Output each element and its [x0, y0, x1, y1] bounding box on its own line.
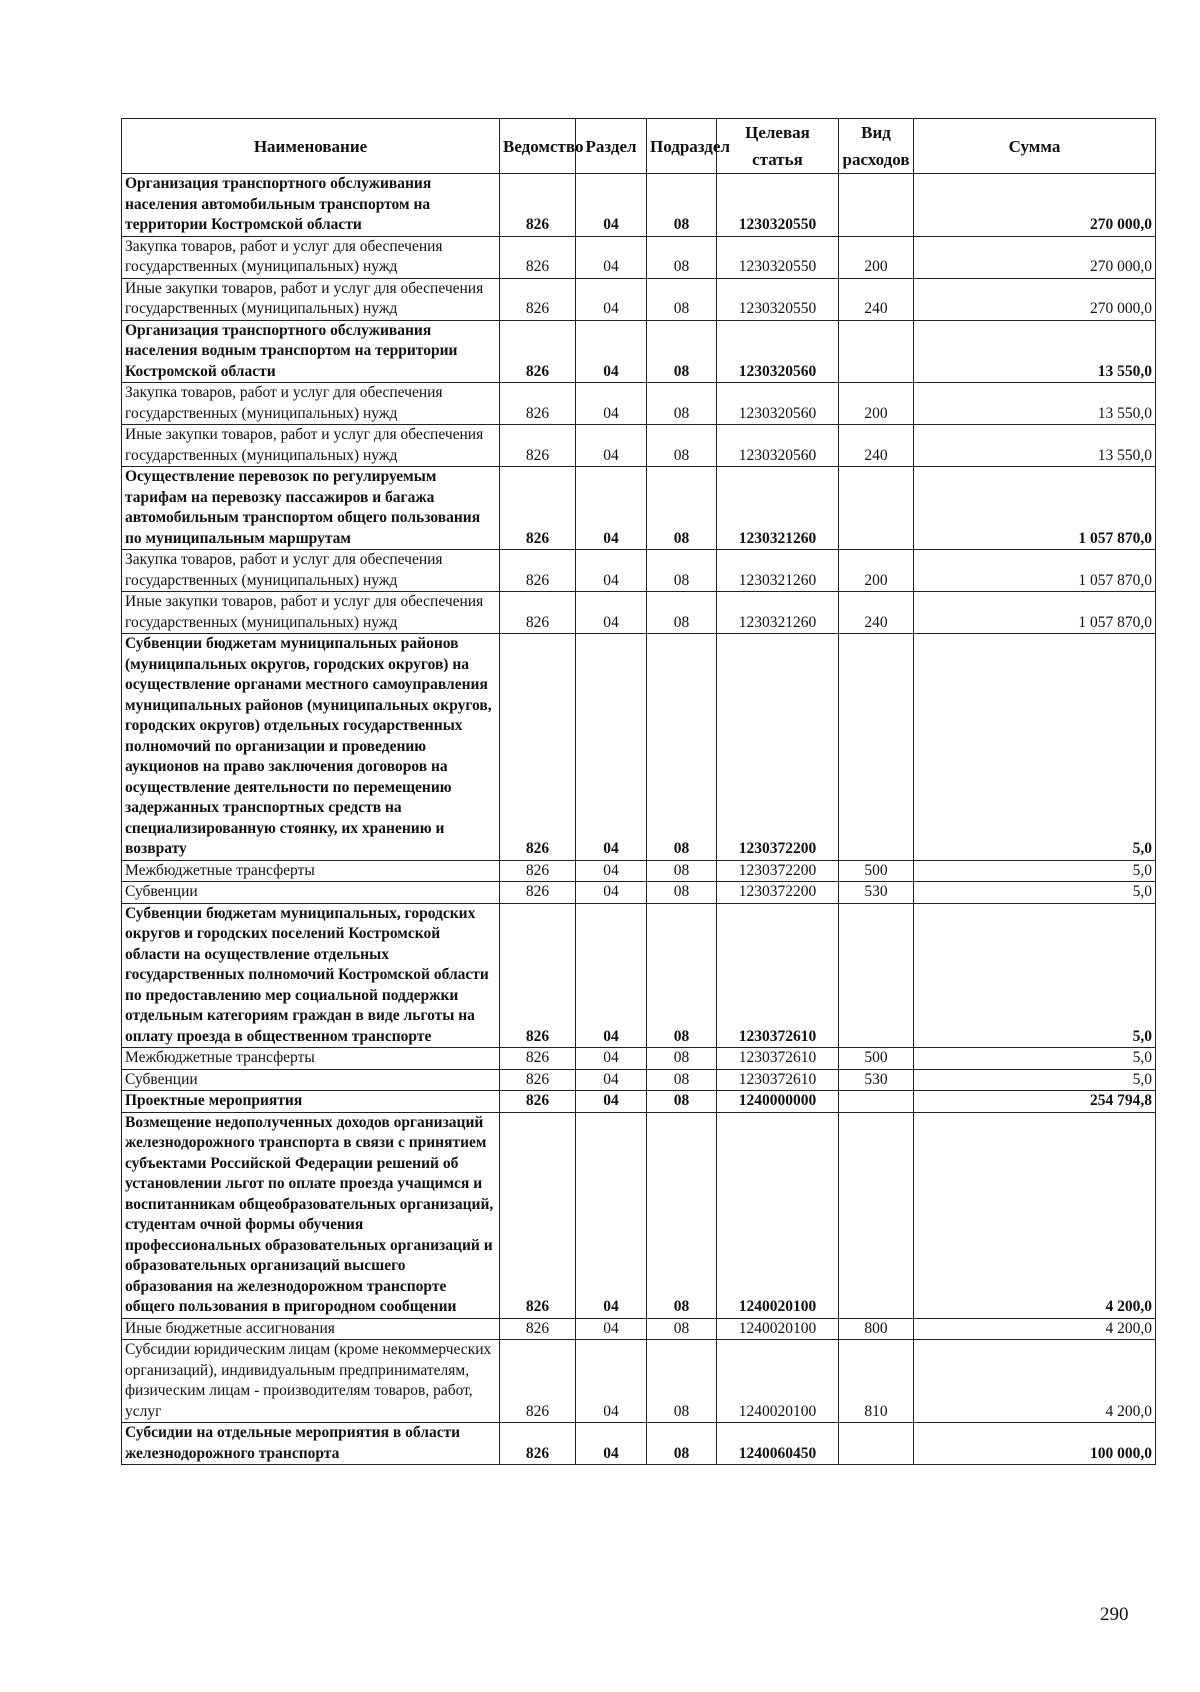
table-row [122, 1340, 1156, 1423]
cell-type: 500 [839, 860, 914, 882]
cell-name: Субвенции бюджетам муниципальных, городских округов и городских поселений Костромской области на осуществление отдельных государственных полномочий Костромской области по предоставлению мер социальной поддержки отдельным категориям граждан в виде льготы на оплату проезда в общественном транспорте [122, 903, 500, 1048]
cell-dept: 826 [500, 592, 576, 634]
cell-target: 1230320560 [717, 425, 839, 467]
cell-section: 04 [576, 882, 647, 904]
cell-subsection: 08 [647, 903, 717, 1048]
cell-target: 1240020100 [717, 1112, 839, 1318]
cell-subsection: 08 [647, 882, 717, 904]
cell-dept: 826 [500, 903, 576, 1048]
cell-target: 1240000000 [717, 1091, 839, 1113]
cell-target: 1230372200 [717, 882, 839, 904]
table-row [122, 1318, 1156, 1340]
cell-section: 04 [576, 1318, 647, 1340]
cell-section: 04 [576, 467, 647, 550]
cell-dept: 826 [500, 383, 576, 425]
cell-type [839, 903, 914, 1048]
cell-type [839, 467, 914, 550]
cell-target: 1230372610 [717, 903, 839, 1048]
cell-sum: 254 794,8 [914, 1091, 1156, 1113]
table-row [122, 1048, 1156, 1070]
cell-type: 240 [839, 592, 914, 634]
cell-type [839, 1112, 914, 1318]
table-row [122, 592, 1156, 634]
cell-section: 04 [576, 278, 647, 320]
cell-type: 200 [839, 550, 914, 592]
cell-name: Субсидии на отдельные мероприятия в области железнодорожного транспорта [122, 1423, 500, 1465]
cell-dept: 826 [500, 174, 576, 237]
cell-type [839, 174, 914, 237]
cell-section: 04 [576, 1048, 647, 1070]
cell-name: Проектные мероприятия [122, 1091, 500, 1113]
cell-dept: 826 [500, 860, 576, 882]
cell-subsection: 08 [647, 1069, 717, 1091]
table-row [122, 882, 1156, 904]
cell-target: 1230321260 [717, 550, 839, 592]
header-row [122, 119, 1156, 174]
cell-dept: 826 [500, 1091, 576, 1113]
cell-dept: 826 [500, 1048, 576, 1070]
cell-target: 1230320550 [717, 236, 839, 278]
cell-section: 04 [576, 320, 647, 383]
cell-subsection: 08 [647, 320, 717, 383]
cell-sum: 13 550,0 [914, 383, 1156, 425]
cell-name: Субвенции бюджетам муниципальных районов (муниципальных округов, городских округов) на осуществление органами местного самоуправления муниципальных районов (муниципальных округов, городских округов) отдельных государственных полномочий по организации и проведению аукционов на право заключения договоров на осуществление деятельности по перемещению задержанных транспортных средств на специализированную стоянку, их хранению и возврату [122, 634, 500, 861]
cell-section: 04 [576, 1069, 647, 1091]
table-row [122, 1112, 1156, 1318]
table-row [122, 903, 1156, 1048]
table-row [122, 174, 1156, 237]
cell-section: 04 [576, 634, 647, 861]
cell-sum: 100 000,0 [914, 1423, 1156, 1465]
cell-name: Закупка товаров, работ и услуг для обеспечения государственных (муниципальных) нужд [122, 236, 500, 278]
cell-type [839, 320, 914, 383]
cell-name: Закупка товаров, работ и услуг для обеспечения государственных (муниципальных) нужд [122, 550, 500, 592]
cell-subsection: 08 [647, 236, 717, 278]
cell-dept: 826 [500, 1423, 576, 1465]
cell-section: 04 [576, 1423, 647, 1465]
table-row [122, 860, 1156, 882]
header-sum: Сумма [914, 119, 1156, 174]
cell-subsection: 08 [647, 425, 717, 467]
cell-subsection: 08 [647, 1048, 717, 1070]
header-name: Наименование [122, 119, 500, 174]
cell-target: 1230321260 [717, 467, 839, 550]
cell-target: 1230320550 [717, 174, 839, 237]
cell-subsection: 08 [647, 383, 717, 425]
cell-type [839, 634, 914, 861]
cell-target: 1230372200 [717, 634, 839, 861]
cell-dept: 826 [500, 236, 576, 278]
cell-dept: 826 [500, 634, 576, 861]
cell-sum: 13 550,0 [914, 320, 1156, 383]
table-row [122, 1069, 1156, 1091]
cell-name: Иные закупки товаров, работ и услуг для обеспечения государственных (муниципальных) нужд [122, 278, 500, 320]
cell-section: 04 [576, 425, 647, 467]
cell-type: 810 [839, 1340, 914, 1423]
cell-name: Осуществление перевозок по регулируемым тарифам на перевозку пассажиров и багажа автомобильным транспортом общего пользования по муниципальным маршрутам [122, 467, 500, 550]
cell-subsection: 08 [647, 467, 717, 550]
cell-dept: 826 [500, 278, 576, 320]
cell-section: 04 [576, 1112, 647, 1318]
table-row [122, 278, 1156, 320]
cell-name: Иные закупки товаров, работ и услуг для обеспечения государственных (муниципальных) нужд [122, 592, 500, 634]
cell-name: Межбюджетные трансферты [122, 860, 500, 882]
cell-sum: 1 057 870,0 [914, 467, 1156, 550]
cell-subsection: 08 [647, 592, 717, 634]
cell-dept: 826 [500, 320, 576, 383]
table-row [122, 236, 1156, 278]
cell-subsection: 08 [647, 1340, 717, 1423]
table-row [122, 550, 1156, 592]
cell-target: 1240060450 [717, 1423, 839, 1465]
cell-target: 1230372200 [717, 860, 839, 882]
cell-type: 500 [839, 1048, 914, 1070]
header-dept: Ведомство [500, 119, 576, 174]
table-row [122, 1423, 1156, 1465]
cell-name: Закупка товаров, работ и услуг для обеспечения государственных (муниципальных) нужд [122, 383, 500, 425]
cell-sum: 5,0 [914, 1069, 1156, 1091]
cell-dept: 826 [500, 550, 576, 592]
cell-target: 1240020100 [717, 1340, 839, 1423]
header-target: Целевая статья [717, 119, 839, 174]
cell-type: 200 [839, 383, 914, 425]
table-row [122, 467, 1156, 550]
cell-type: 800 [839, 1318, 914, 1340]
table-row [122, 634, 1156, 861]
cell-name: Организация транспортного обслуживания населения автомобильным транспортом на территории Костромской области [122, 174, 500, 237]
cell-name: Иные закупки товаров, работ и услуг для обеспечения государственных (муниципальных) нужд [122, 425, 500, 467]
cell-name: Субвенции [122, 1069, 500, 1091]
cell-section: 04 [576, 592, 647, 634]
cell-section: 04 [576, 383, 647, 425]
cell-subsection: 08 [647, 1112, 717, 1318]
cell-subsection: 08 [647, 860, 717, 882]
cell-type: 530 [839, 882, 914, 904]
cell-dept: 826 [500, 1112, 576, 1318]
cell-section: 04 [576, 1091, 647, 1113]
table-row [122, 383, 1156, 425]
cell-sum: 13 550,0 [914, 425, 1156, 467]
cell-sum: 4 200,0 [914, 1340, 1156, 1423]
cell-type [839, 1423, 914, 1465]
cell-name: Межбюджетные трансферты [122, 1048, 500, 1070]
cell-type: 240 [839, 425, 914, 467]
cell-sum: 4 200,0 [914, 1318, 1156, 1340]
cell-sum: 5,0 [914, 882, 1156, 904]
cell-section: 04 [576, 1340, 647, 1423]
cell-target: 1230320560 [717, 383, 839, 425]
cell-section: 04 [576, 903, 647, 1048]
cell-type: 200 [839, 236, 914, 278]
cell-sum: 1 057 870,0 [914, 592, 1156, 634]
cell-subsection: 08 [647, 1091, 717, 1113]
cell-name: Субсидии юридическим лицам (кроме некоммерческих организаций), индивидуальным предпринимателям, физическим лицам - производителям товаров, работ, услуг [122, 1340, 500, 1423]
cell-dept: 826 [500, 467, 576, 550]
cell-sum: 5,0 [914, 1048, 1156, 1070]
cell-subsection: 08 [647, 550, 717, 592]
cell-target: 1230321260 [717, 592, 839, 634]
cell-target: 1230372610 [717, 1048, 839, 1070]
table-row [122, 1091, 1156, 1113]
cell-section: 04 [576, 550, 647, 592]
page-number: 290 [1100, 1604, 1129, 1625]
cell-sum: 5,0 [914, 634, 1156, 861]
cell-name: Возмещение недополученных доходов организаций железнодорожного транспорта в связи с принятием субъектами Российской Федерации решений об установлении льгот по оплате проезда учащимся и воспитанникам общеобразовательных организаций, студентам очной формы обучения профессиональных образовательных организаций и образовательных организаций высшего образования на железнодорожном транспорте общего пользования в пригородном сообщении [122, 1112, 500, 1318]
header-section: Раздел [576, 119, 647, 174]
cell-section: 04 [576, 860, 647, 882]
cell-sum: 270 000,0 [914, 278, 1156, 320]
cell-sum: 4 200,0 [914, 1112, 1156, 1318]
cell-dept: 826 [500, 1318, 576, 1340]
cell-type: 530 [839, 1069, 914, 1091]
cell-dept: 826 [500, 1340, 576, 1423]
table-row [122, 320, 1156, 383]
cell-type [839, 1091, 914, 1113]
cell-name: Организация транспортного обслуживания населения водным транспортом на территории Костромской области [122, 320, 500, 383]
cell-subsection: 08 [647, 1318, 717, 1340]
cell-sum: 1 057 870,0 [914, 550, 1156, 592]
header-type: Вид расходов [839, 119, 914, 174]
cell-subsection: 08 [647, 634, 717, 861]
cell-dept: 826 [500, 1069, 576, 1091]
cell-dept: 826 [500, 425, 576, 467]
header-subsection: Подраздел [647, 119, 717, 174]
cell-target: 1230320560 [717, 320, 839, 383]
cell-section: 04 [576, 236, 647, 278]
cell-sum: 270 000,0 [914, 236, 1156, 278]
cell-name: Иные бюджетные ассигнования [122, 1318, 500, 1340]
table-row [122, 425, 1156, 467]
cell-sum: 5,0 [914, 903, 1156, 1048]
cell-sum: 5,0 [914, 860, 1156, 882]
cell-target: 1240020100 [717, 1318, 839, 1340]
cell-sum: 270 000,0 [914, 174, 1156, 237]
budget-table [121, 118, 1156, 1465]
cell-target: 1230320550 [717, 278, 839, 320]
cell-subsection: 08 [647, 174, 717, 237]
cell-type: 240 [839, 278, 914, 320]
cell-target: 1230372610 [717, 1069, 839, 1091]
cell-subsection: 08 [647, 278, 717, 320]
cell-dept: 826 [500, 882, 576, 904]
cell-name: Субвенции [122, 882, 500, 904]
cell-subsection: 08 [647, 1423, 717, 1465]
cell-section: 04 [576, 174, 647, 237]
